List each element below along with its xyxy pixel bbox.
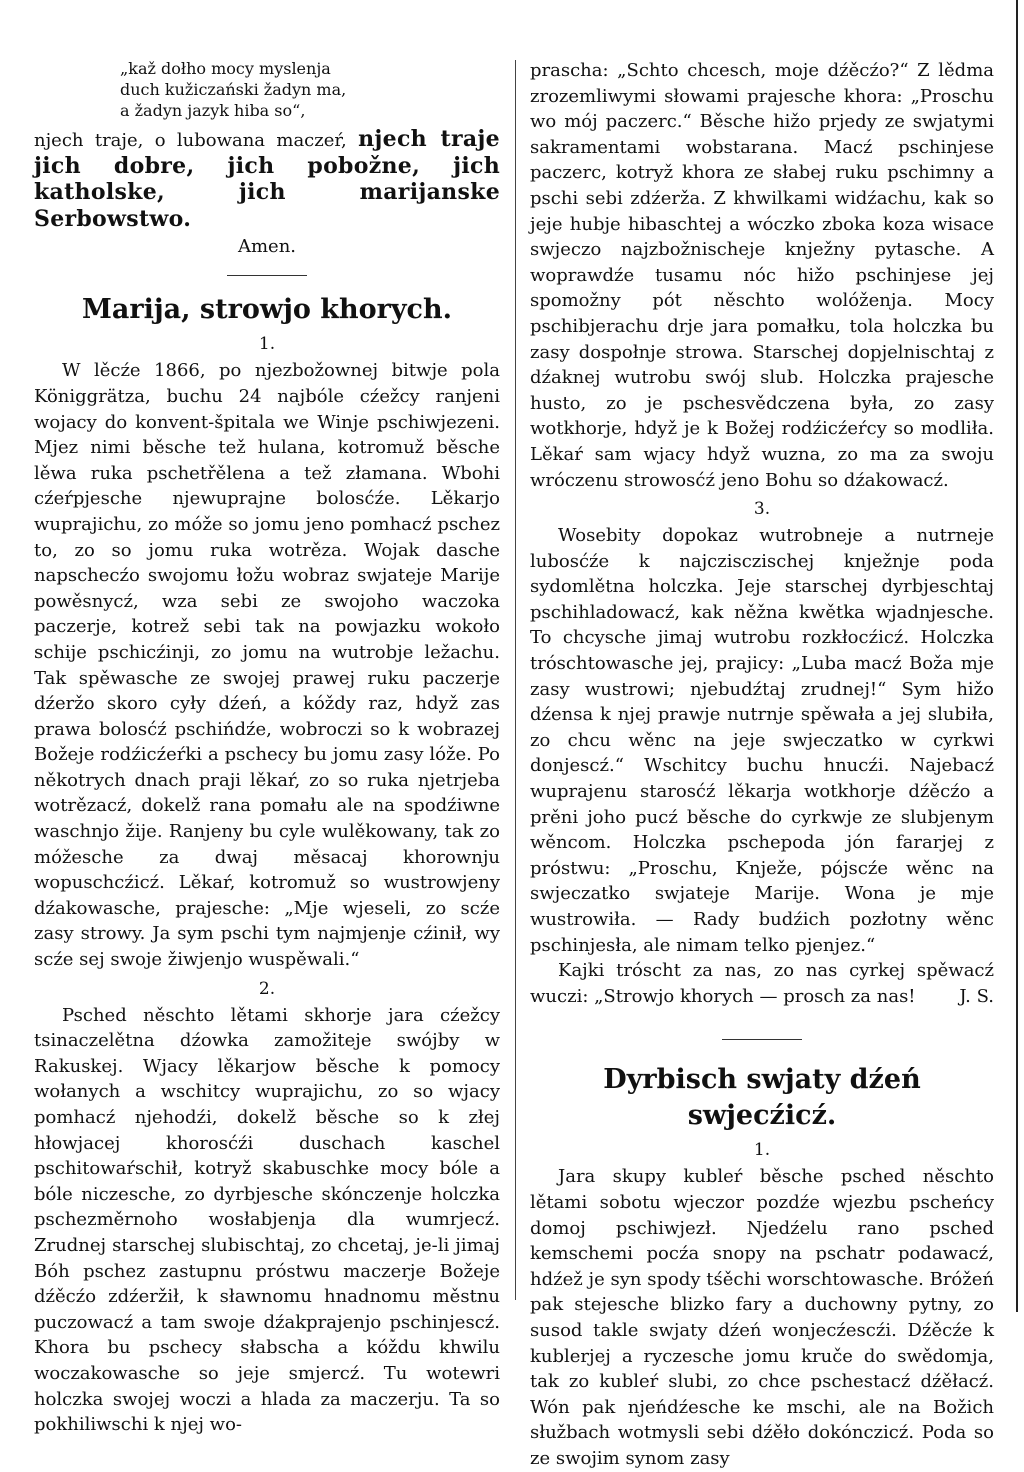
- closing-line: [530, 958, 994, 1009]
- section-2-text: Psched něschto lětami skhorje jara cźežcy tsinaczelětna dźowka zamožiteje swójby w Rakuskej. Wjacy lěkarjow běsche k pomocy wołanych a wschitcy wuprajichu, zo so wjacy pomhacź njehodźi, dokelž běsche so k złej hłowjacej khorosćźi duschach kaschel pschitowaŕschił, kotryž skabuschke mocy bóle a bóle niczesche, zo dyrbjesche skónczenje holczka pschezměrnoho wosłabjenja dla wumrjecź. Zrudnej starschej slubischtaj, zo chcetaj, je-li jimaj Bóh pschez zastupnu próstwu maczerje Božeje dźěcźo zdźeržił, k sławnomu hnadnomu městnu puczowacź a tam swoje dźakprajenjo pschinjescź. Khora bu pschecy słabscha a kóždu khwilu woczakowasche so jeje smjercź. Tu wotewri holczka swojej woczi a hlada za maczerju. Ta so pokhiliwschi k njej wo-: [34, 1004, 500, 1436]
- closing-paragraph: [34, 127, 500, 233]
- section-number-1: 1.: [258, 334, 276, 355]
- verse-quote: [120, 58, 500, 121]
- section-number-3: 3.: [753, 499, 771, 520]
- verse-line: „kaž dołho mocy myslenja: [120, 59, 331, 78]
- section-separator: [227, 275, 307, 276]
- amen-line: Amen.: [237, 236, 297, 258]
- section-separator: [722, 1039, 802, 1040]
- page-edge-line: [1016, 0, 1018, 1312]
- section-1-text: W lěcźe 1866, po njezbožownej bitwje pola Königgrätza, buchu 24 najbóle cźežcy ranjeni wojacy do konvent-špitala we Winje pschiwjezeni. Mjez nimi běsche tež hulana, kotromuž běsche lěwa ruka pschetřělena a tež złamana. Wbohi cźeŕpjesche njewuprajne bolosćźe. Lěkarjo wuprajichu, zo móže so jomu jeno pomhacź pschez to, zo so jomu ruka wotrěza. Wojak dasche napschecźo swojomu łožu wobraz swjateje Marije powěsnycź, wza sebi ze swojoho waczoka paczerje, kotrež sebi tak na powjazku wokoło schije pschicźinji, zo jomu na wutrobje ležachu. Tak spěwasche ze swojej prawej ruku paczerje dźeržo skoro cyły dźeń, a kóždy raz, hdyž zas prawa bolosćź pschińdźe, wobroczi so k wobrazej Božeje rodźicźeŕki a pschecy bu jomu zasy lóže. Po někotrych dnach praji lěkaŕ, zo so ruka njetrjeba wotrězacź, dokelž rana pomału ale na spodźiwne waschnjo žije. Ranjeny bu cyle wulěkowany, tak zo móžesche za dwaj měsacaj khorownju wopuschcźicź. Lěkaŕ, kotromuž so wustrowjeny dźakowasche, prajesche: „Mje wjeseli, zo scźe zasy strowy. Ja sym pschi tym najmjenje cźinił, wy scźe sej swoje žiwjenjo wuspěwali.“: [34, 360, 500, 971]
- section-number-2: 2.: [258, 978, 276, 999]
- verse-line: duch kužiczański žadyn ma,: [120, 80, 347, 99]
- closing-text: Kajki tróscht za nas, zo nas cyrkej spěwacź wuczi: „Strowjo khorych — prosch za nas!: [530, 960, 994, 1007]
- closing-plain-text: njech traje, o lubowana maczeŕ,: [34, 130, 347, 151]
- author-signature: J. S.: [959, 985, 994, 1007]
- article-2-section-1-text: Jara skupy kubleŕ běsche psched něschto lětami sobotu wjeczor pozdźe wjezbu pscheńcy domoj pschiwjezł. Njedźelu rano psched kemschemi pocźa snopy na pschatr podawacź, hdźež je syn spody tśěchi worschtowasche. Bróžeń pak stejesche blizko fary a duchowny pytny, zo susod takle swjaty dźeń wonjecźescźi. Dźěcźe k kublerjej a ryczesche jomu kruče do swědomja, tak zo kubleŕ slubi, zo chce pschestacź dźěłacź. Wón pak njeńdźesche ke mschi, ale na Božich słužbach wotmysli sebi dźěło dokónczicź. Poda so ze swojim synom zasy: [530, 1166, 994, 1469]
- article-2-section-number-1: 1.: [753, 1140, 771, 1161]
- section-3-text: Wosebity dopokaz wutrobneje a nutrneje lubosćźe k najczisczischej knježnje poda sydomlětna holczka. Jeje starschej dyrbjeschtaj pschihladowacź, kak něžna kwětka wjadnjesche. To chcysche jimaj wutrobu rozkłocźicź. Holczka tróschtowasche jej, prajicy: „Luba macź Boža mje zasy wustrowi; njebudźtaj zrudnej!“ Sym hižo dźensa k njej prawje nutrnje spěwała a jej slubiła, zo chcu wěnc na jeje swjeczatko w cyrkwi donjescź.“ Wschitcy buchu hnucźi. Najebacź wuprajenu starosćź lěkarja wotkhorje dźěcźo a prěni joho pucź běsche do cyrkwje ze slubjenym wěncom. Holczka pschepoda jón fararjej z próstwu: „Proschu, Knježe, pójscźe wěnc na swjeczatko swjateje Marije. Wona je mje wustrowiła. — Rady budźich pozłotny wěnc pschinjesła, ale nimam telko pjenjez.“: [530, 525, 994, 956]
- right-column: [530, 58, 994, 1472]
- section-2-continuation: praschа: „Schto chcesch, moje dźěcźo?“ Z lědma zrozemliwymi słowami prajesche khora: „Proschu wo mój paczerc.“ Běsche hižo prjedy ze swjatymi sakramentami wobstarana. Macź pschinjese paczerc, kotryž khora ze słabej ruku pschimny a pschi sebi zdźerža. Z khwilkami widźachu, kak so jeje hubje hibaschtej a wóczko zboka koza wisace swjeczo najzbožnischeje knježny pytasche. A woprawdźe tusamu nóc hižo pschinjese jej spomožny pót něschto wolóženja. Mocy pschibjerachu drje jara pomałku, tola holczka bu zasy dospołnje strowa. Starschej dopjelnischtaj z dźaknej wutrobu swój slub. Holczka prajesche husto, zo je pschesvědczena była, zo zasy wotkhorje, hdyž je k Božej rodźicźeŕcy so modliła. Lěkaŕ sam wjacy hdyž wuzna, zo ma za swoju wróczenu strowosćź jeno Bohu so dźakowacź.: [530, 60, 994, 491]
- article-title: Marija, strowjo khorych.: [82, 294, 452, 326]
- closing-bold-text: njech traje jich dobre, jich pobožne, jich katholske, jich marijanske Serbowstwo.: [34, 126, 500, 232]
- verse-line: a žadyn jazyk hiba so“,: [120, 101, 306, 120]
- left-column: [34, 58, 500, 1438]
- column-divider: [515, 60, 516, 1300]
- article-2-title: Dyrbisch swjaty dźeń swjecźicź.: [603, 1064, 921, 1132]
